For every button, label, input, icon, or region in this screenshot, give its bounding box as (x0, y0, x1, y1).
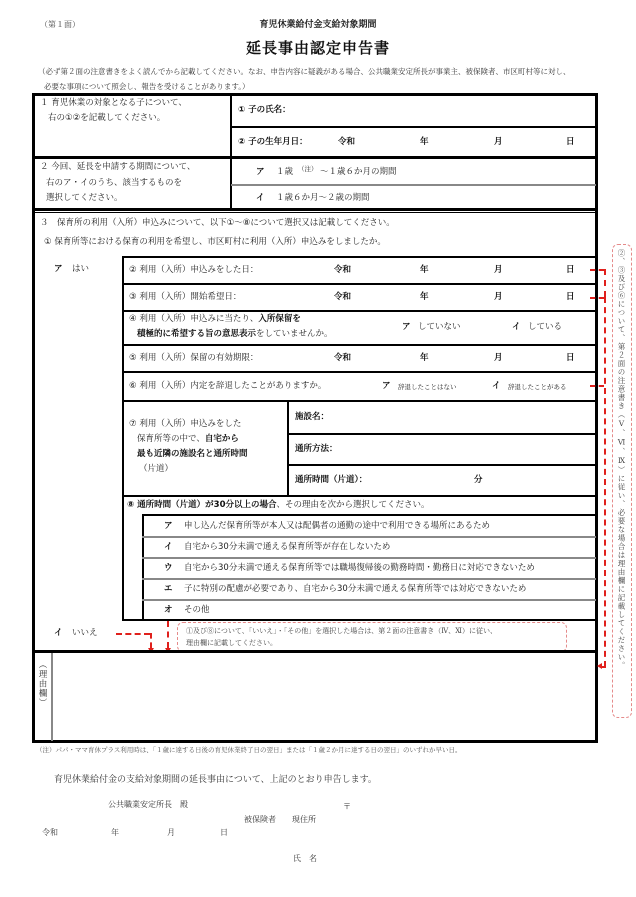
divider (287, 400, 289, 496)
q7-line2-bold: 自宅から (204, 434, 239, 444)
q6-option-b[interactable] (492, 380, 582, 394)
inline-note-box (177, 622, 567, 652)
connector-line (116, 633, 150, 635)
reason-mark: オ (164, 605, 173, 615)
question-4-line2 (137, 328, 333, 341)
divider (288, 464, 596, 466)
q4-opt-b-mark: イ (512, 322, 521, 332)
desired-start-date-field[interactable] (356, 286, 556, 308)
q5-year-unit: 年 (420, 353, 429, 363)
notice (38, 64, 608, 94)
hold-expiry-date-field[interactable] (356, 347, 556, 369)
divider (122, 344, 596, 346)
minutes-unit: 分 (474, 475, 483, 485)
section3-heading: ３ 保育所の利用（入所）申込みについて、以下①～⑧について選択又は記載してください。 (40, 218, 395, 228)
name-label: 氏 名 (293, 854, 317, 863)
question-5-label: ⑤ 利用（入所）保留の有効期限： (129, 353, 259, 363)
form-subtitle: 育児休業給付金支給対象期間 (259, 20, 377, 30)
q4-line2-bold: 積極的に希望する旨の意思表示 (137, 329, 257, 339)
q1-yes-option[interactable] (54, 262, 104, 278)
question-3-label: ③ 利用（入所）開始希望日： (129, 292, 242, 302)
declaration-date-field[interactable] (60, 822, 230, 840)
divider (142, 578, 596, 580)
connector-line (150, 633, 152, 648)
q2-year-unit: 年 (420, 265, 429, 275)
divider (34, 156, 596, 159)
reason-field-label: （理由欄） (37, 660, 47, 708)
option-b-mark: イ (256, 193, 265, 203)
question-1: ① 保育所等における保育の利用を希望し、市区町村に利用（入所）申込みをしましたか。 (44, 237, 386, 247)
q1-no-option[interactable] (54, 626, 114, 642)
section2-label-line2: 右のア・イのうち、該当するものを (46, 178, 183, 188)
insured-label: 被保険者 (244, 815, 276, 824)
option-a-post: ～１歳６か月の期間 (320, 167, 397, 177)
yes-mark: ア (54, 264, 63, 274)
reason-text: その他 (184, 605, 210, 615)
q4-opt-a-mark: ア (402, 322, 411, 332)
divider (231, 126, 596, 128)
birthdate-label: ② 子の生年月日： (238, 137, 308, 147)
inline-note-line2: 理由欄に記載してください。 (186, 639, 277, 647)
address-field[interactable] (355, 798, 595, 828)
q5-day-unit: 日 (566, 353, 575, 363)
birth-day-field[interactable] (506, 130, 566, 154)
divider (34, 208, 596, 211)
footnote: （注）パパ・ママ育休プラス利用時は、「１歳に達する日後の育児休業終了日の翌日」または「１歳２か月に達する日の翌日」のいずれか早い日。 (36, 746, 462, 754)
reason-mark: ウ (164, 563, 173, 573)
connector-line (602, 666, 606, 668)
declaration-day-unit: 日 (220, 828, 228, 837)
q3-era: 令和 (334, 292, 352, 302)
divider (122, 371, 596, 373)
declaration-year-unit: 年 (111, 828, 119, 837)
q2-era: 令和 (334, 265, 352, 275)
divider (142, 557, 596, 559)
divider (122, 283, 596, 285)
no-label: いいえ (72, 628, 98, 638)
reason-option[interactable] (144, 519, 594, 535)
section1-label-line1: １ 育児休業の対象となる子について、 (40, 98, 187, 108)
q8-bold: ⑧ 通所時間（片道）が30分以上の場合 (127, 500, 277, 510)
reason-mark: ア (164, 521, 173, 531)
q5-month-unit: 月 (494, 353, 503, 363)
addressee: 公共職業安定所長 殿 (108, 800, 188, 809)
q2-day-unit: 日 (566, 265, 575, 275)
divider (122, 310, 596, 312)
reason-option[interactable] (144, 582, 594, 598)
divider (142, 599, 596, 601)
birthdate-day-unit: 日 (566, 137, 575, 147)
divider (34, 212, 596, 213)
divider (51, 653, 53, 741)
q6-option-a[interactable] (382, 380, 472, 394)
reason-text: 自宅から30分未満で通える保育所等が存在しないため (184, 542, 391, 552)
q4-option-b[interactable] (512, 320, 582, 336)
postal-mark: 〒 (343, 802, 351, 811)
commute-method-label: 通所方法： (295, 444, 338, 454)
q4-line1-bold: 入所保留を (258, 314, 301, 324)
reason-field-input[interactable] (54, 655, 594, 739)
question-7-line3: 最も近隣の施設名と通所時間 (137, 449, 248, 459)
q4-option-a[interactable] (402, 320, 472, 336)
connector-line (167, 621, 169, 648)
connector-line (590, 385, 604, 387)
commute-method-field[interactable] (345, 437, 590, 461)
birth-year-field[interactable] (360, 130, 420, 154)
name-field[interactable] (330, 846, 590, 868)
q3-month-unit: 月 (494, 292, 503, 302)
form-title: 延長事由認定申告書 (245, 39, 390, 57)
divider (142, 514, 596, 516)
birthdate-year-unit: 年 (420, 137, 429, 147)
option-a-mark: ア (256, 167, 265, 177)
option-a-footnote-mark: （注） (298, 165, 318, 173)
q5-era: 令和 (334, 353, 352, 363)
q4-opt-b-label: している (528, 322, 563, 332)
yes-label: はい (72, 264, 90, 274)
connector-line (604, 297, 606, 667)
q8-post: 、その理由を次から選択してください。 (276, 500, 430, 510)
divider (122, 619, 596, 621)
q6-opt-a-label: 辞退したことはない (398, 383, 457, 391)
birthdate-month-unit: 月 (494, 137, 503, 147)
facility-name-label: 施設名： (295, 412, 330, 422)
question-7-line1: ⑦ 利用（入所）申込みをした (129, 419, 242, 429)
inline-note-line1: ①及び⑧について、「いいえ」・「その他」を選択した場合は、第２面の注意書き（Ⅳ、Ⅺ）に従い、 (186, 627, 497, 635)
address-label: 現住所 (292, 815, 316, 824)
q4-opt-a-label: していない (418, 322, 461, 332)
q4-line2-post: をしていませんか。 (256, 329, 333, 339)
commute-time-label: 通所時間（片道）： (295, 475, 368, 485)
reason-text: 自宅から30分未満で通える保育所等では職場復帰後の勤務時間・勤務日に対応できないため (184, 563, 535, 573)
reason-text: 申し込んだ保育所等が本人又は配偶者の通勤の途中で利用できる場所にあるため (184, 521, 491, 531)
q7-line2-pre: 保育所等の中で、 (137, 434, 205, 444)
page-label: （第１面） (40, 20, 80, 29)
divider (142, 536, 596, 538)
application-date-field[interactable] (356, 259, 556, 281)
connector-line (590, 269, 604, 271)
child-name-field[interactable] (310, 99, 590, 123)
section2-label-line3: 選択してください。 (46, 193, 123, 203)
option-b-text: １歳６か月～２歳の期間 (276, 193, 370, 203)
side-note-text: ②、③及び⑥について、第２面の注意書き（Ⅴ、Ⅵ、Ⅸ）に従い、必要な場合は理由欄に記載してください。 (617, 249, 626, 670)
child-name-label: ① 子の氏名： (238, 105, 291, 115)
q3-day-unit: 日 (566, 292, 575, 302)
question-2-label: ② 利用（入所）申込みをした日： (129, 265, 259, 275)
section1-label-line2: 右の①②を記載してください。 (48, 113, 166, 123)
reason-option[interactable] (144, 561, 594, 577)
question-4-line1 (129, 313, 301, 326)
divider (122, 256, 596, 258)
option-a-pre: １歳 (276, 167, 294, 177)
birthdate-era: 令和 (338, 137, 356, 147)
reason-mark: イ (164, 542, 173, 552)
declaration-text: 育児休業給付金の支給対象期間の延長事由について、上記のとおり申告します。 (54, 775, 377, 785)
arrow-left-icon (597, 663, 602, 669)
q4-line1-pre: ④ 利用（入所）申込みに当たり、 (129, 314, 259, 324)
side-note-box (612, 244, 632, 718)
notice-line-2: 必要な事項について照会し、報告を受けることがあります。） (44, 82, 250, 91)
q6-opt-b-label: 辞退したことがある (508, 383, 567, 391)
reason-option[interactable] (144, 603, 594, 619)
q6-opt-a-mark: ア (382, 381, 391, 391)
notice-line-1: （必ず第２面の注意書きをよく読んでから記載してください。なお、申告内容に疑義がある場合、公共職業安定所長が事業主、被保険者、市区町村等に対し、 (38, 67, 571, 76)
q6-opt-b-mark: イ (492, 381, 501, 391)
section2-label-line1: ２ 今回、延長を申請する期間について、 (40, 162, 196, 172)
no-mark: イ (54, 628, 63, 638)
question-7-line4: （片道） (139, 464, 174, 474)
declaration-month-unit: 月 (167, 828, 175, 837)
period-option-b[interactable] (240, 188, 590, 208)
q3-year-unit: 年 (420, 292, 429, 302)
divider (34, 650, 596, 653)
divider (122, 400, 596, 402)
commute-time-field[interactable] (400, 468, 470, 492)
divider (231, 184, 596, 186)
divider (122, 495, 596, 497)
declaration-era: 令和 (42, 828, 58, 837)
reason-mark: エ (164, 584, 173, 594)
period-option-a[interactable] (240, 162, 590, 182)
q2-month-unit: 月 (494, 265, 503, 275)
facility-name-field[interactable] (340, 404, 590, 430)
reason-text: 子に特別の配慮が必要であり、自宅から30分未満で通える保育所等では対応できないため (184, 584, 527, 594)
connector-line (590, 297, 604, 299)
reason-option[interactable] (144, 540, 594, 556)
question-8-label (127, 499, 430, 512)
divider (288, 433, 596, 435)
question-7-line2 (137, 433, 239, 446)
question-6-label: ⑥ 利用（入所）内定を辞退したことがありますか。 (129, 381, 327, 391)
connector-line (604, 269, 606, 297)
birth-month-field[interactable] (432, 130, 492, 154)
